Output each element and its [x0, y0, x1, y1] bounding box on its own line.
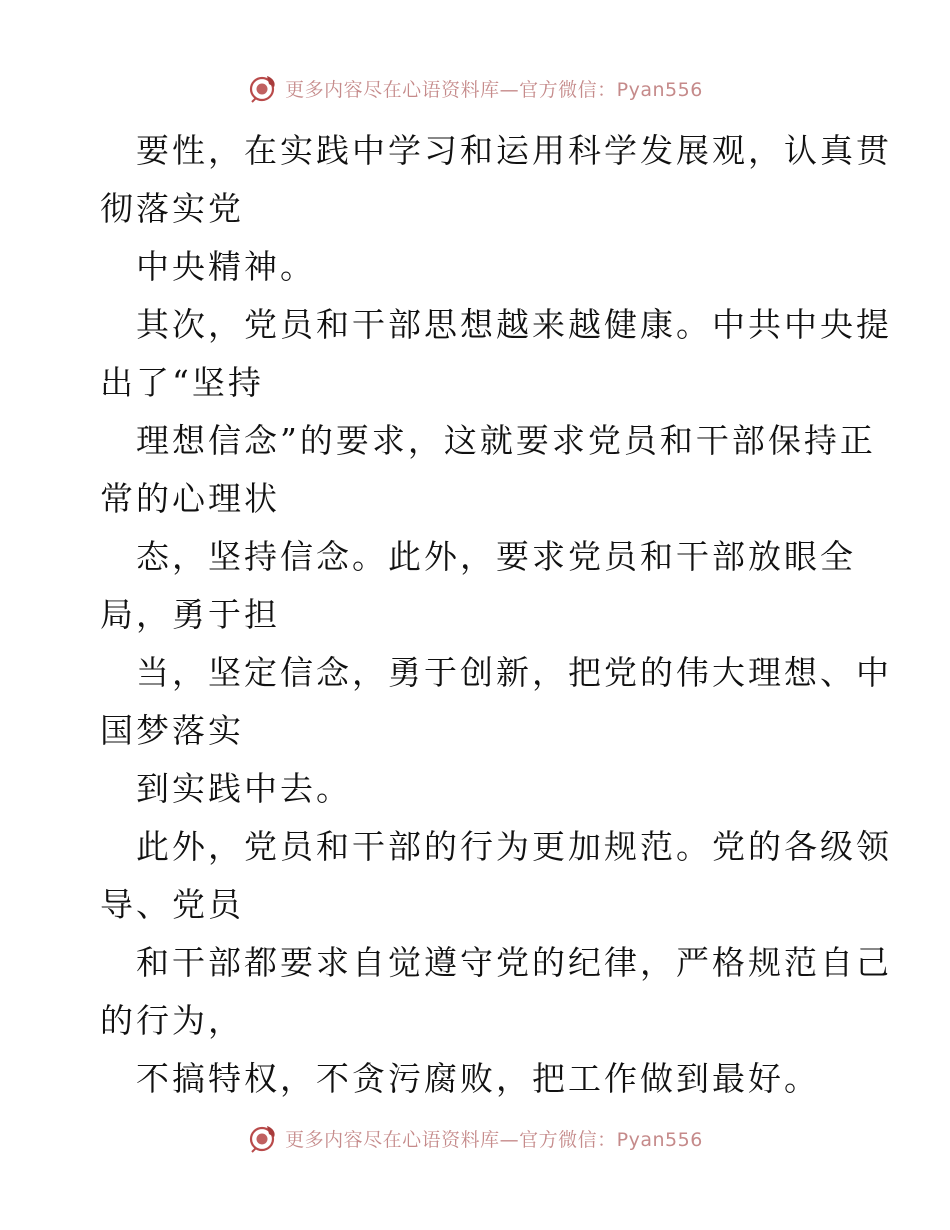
text-line: 此外，党员和干部的行为更加规范。党的各级领 [136, 827, 892, 866]
header-banner-text: 更多内容尽在心语资料库—官方微信：Pyan556 [285, 78, 703, 101]
text-line: 导、党员 [100, 885, 244, 924]
text-line: 和干部都要求自觉遵守党的纪律，严格规范自己 [136, 943, 892, 982]
quill-seal-icon [247, 72, 279, 104]
text-line: 中央精神。 [136, 247, 316, 286]
text-line: 的行为， [100, 1001, 244, 1040]
text-line: 要性，在实践中学习和运用科学发展观，认真贯 [136, 131, 892, 170]
text-line: 常的心理状 [100, 479, 280, 518]
text-line: 理想信念”的要求，这就要求党员和干部保持正 [136, 421, 876, 460]
text-line: 态，坚持信念。此外，要求党员和干部放眼全 [136, 537, 856, 576]
text-line: 不搞特权，不贪污腐败，把工作做到最好。 [136, 1059, 820, 1098]
text-line: 彻落实党 [100, 189, 244, 228]
document-body [100, 122, 892, 1108]
text-line: 国梦落实 [100, 711, 244, 750]
text-line: 到实践中去。 [136, 769, 352, 808]
quill-seal-icon [247, 1122, 279, 1154]
footer-banner [0, 1122, 950, 1154]
header-banner [0, 72, 950, 104]
text-line: 其次，党员和干部思想越来越健康。中共中央提 [136, 305, 892, 344]
text-line: 当，坚定信念，勇于创新，把党的伟大理想、中 [136, 653, 892, 692]
text-line: 局，勇于担 [100, 595, 280, 634]
footer-banner-text: 更多内容尽在心语资料库—官方微信：Pyan556 [285, 1128, 703, 1151]
text-line: 出了“坚持 [100, 363, 264, 402]
